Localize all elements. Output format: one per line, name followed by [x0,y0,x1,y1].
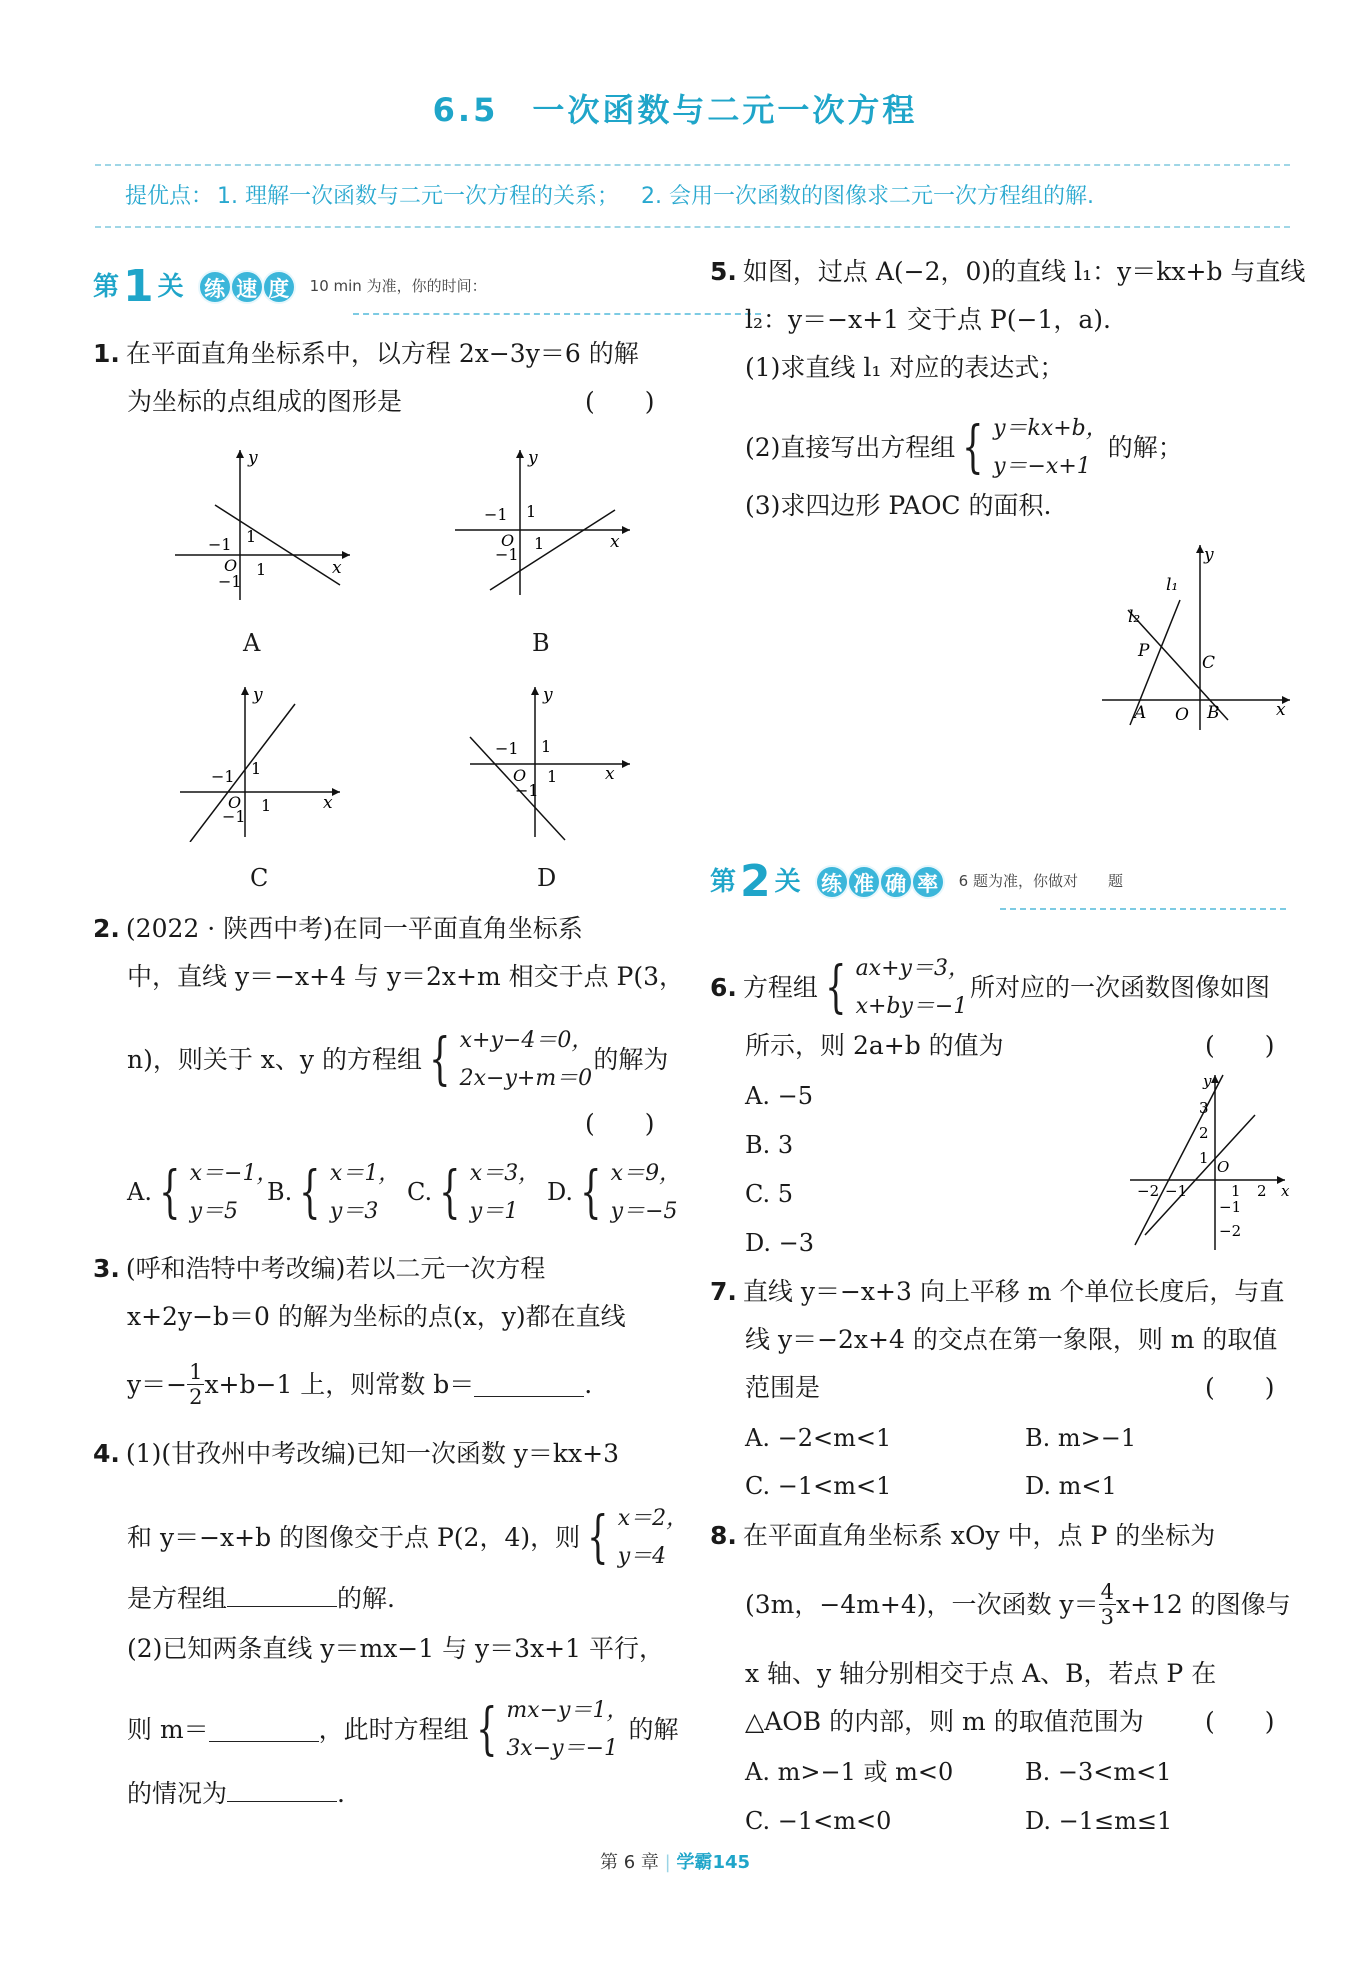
question-3: 3. (呼和浩特中考改编)若以二元一次方程 [93,1254,546,1283]
graph-caption: C [250,864,269,892]
equation-system: { x＝2， y＝4 [587,1505,689,1570]
svg-text:−1: −1 [218,572,242,591]
svg-text:O: O [224,556,238,575]
graph-caption: D [537,864,557,892]
svg-text:1: 1 [526,502,537,521]
svg-text:x: x [1281,1182,1290,1200]
svg-text:1: 1 [1199,1149,1209,1167]
svg-text:1: 1 [541,737,552,756]
svg-text:x: x [332,558,342,578]
answer-blank[interactable] [209,1718,319,1742]
svg-text:y: y [543,685,553,705]
svg-text:−1: −1 [495,739,519,758]
page-footer: 第 6 章 | 学霸145 [599,1852,751,1873]
question-2: 2. (2022 · 陕西中考)在同一平面直角坐标系 [93,914,583,943]
option-d[interactable]: D. m<1 [1025,1472,1117,1500]
svg-text:−1: −1 [1219,1198,1242,1216]
option-d[interactable]: D. −3 [745,1229,815,1257]
svg-text:x: x [610,532,620,552]
svg-text:P: P [1138,641,1150,661]
svg-text:x: x [1276,700,1286,720]
svg-text:O: O [1175,705,1189,725]
svg-text:y: y [248,448,258,468]
option-b[interactable]: B. m>−1 [1025,1424,1137,1452]
svg-text:y: y [1204,545,1214,565]
svg-text:C: C [1202,653,1216,673]
svg-text:A: A [1134,703,1147,723]
option-c[interactable]: C. −1<m<1 [745,1472,892,1500]
question-1: 1. 在平面直角坐标系中，以方程 2x−3y＝6 的解 [93,339,639,368]
stage-1-badge: 练 速 度 [198,270,294,304]
svg-text:−1: −1 [211,767,235,786]
svg-text:1: 1 [251,759,262,778]
stage-2-badge: 练 准 确 率 [815,865,943,899]
option-a[interactable]: A. −5 [745,1082,813,1110]
divider [1000,908,1286,910]
svg-text:−2: −2 [1137,1182,1160,1200]
svg-text:1: 1 [1231,1182,1241,1200]
option-a[interactable]: A. m>−1 或 m<0 [745,1758,954,1786]
svg-text:−1: −1 [484,505,508,524]
svg-text:−1: −1 [222,807,246,826]
stage-1-header: 第 1 关 练 速 度 10 min 为准，你的时间： [93,265,487,309]
svg-text:3: 3 [1199,1099,1209,1117]
question-5: 5. 如图，过点 A(−2，0)的直线 l₁：y＝kx+b 与直线 [710,257,1306,286]
answer-blank[interactable] [227,1778,337,1802]
option-c[interactable]: C. −1<m<0 [745,1807,892,1835]
question-4: 4. (1)(甘孜州中考改编)已知一次函数 y＝kx+3 [93,1439,619,1468]
svg-text:y: y [253,685,263,705]
svg-text:1: 1 [256,560,267,579]
svg-text:−1: −1 [495,545,519,564]
divider [353,313,761,315]
option-a[interactable]: A. { x＝−1， y＝5 [127,1160,279,1225]
equation-system: { x+y−4＝0， 2x−y+m＝0 [429,1027,594,1092]
graph-c [175,682,350,842]
svg-text:−2: −2 [1219,1222,1242,1240]
svg-text:x: x [323,793,333,813]
svg-text:1: 1 [261,796,272,815]
section-title: 6.5 一次函数与二元一次方程 [432,91,918,129]
svg-text:l₂: l₂ [1128,607,1141,627]
svg-text:O: O [228,793,242,812]
svg-text:l₁: l₁ [1166,575,1179,595]
svg-text:y: y [528,448,538,468]
option-d[interactable]: D. { x＝9， y＝−5 [547,1160,682,1225]
equation-system: { y＝kx+b， y＝−x+1 [962,415,1108,480]
svg-text:O: O [501,531,515,550]
question-7: 7. 直线 y＝−x+3 向上平移 m 个单位长度后，与直 [710,1277,1285,1306]
svg-text:−1: −1 [515,781,539,800]
svg-text:B: B [1207,703,1220,723]
q6-figure [1125,1070,1295,1255]
svg-text:1: 1 [547,767,558,786]
svg-text:y: y [1203,1072,1212,1090]
stage-2-header: 第 2 关 练 准 确 率 6 题为准，你做对 题 [710,860,1123,904]
svg-text:−1: −1 [1165,1182,1188,1200]
graph-b [450,445,640,605]
equation-system: { mx−y＝1， 3x−y＝−1 [475,1697,629,1762]
graph-d [465,682,640,842]
fraction: $\frac{4}{3}$ [1100,1580,1114,1629]
graph-caption: B [532,629,550,657]
svg-text:1: 1 [246,527,257,546]
graph-a [170,445,360,605]
svg-text:2: 2 [1257,1182,1267,1200]
fraction: $\frac{1}{2}$ [189,1360,203,1409]
option-b[interactable]: B. 3 [745,1131,794,1159]
question-8: 8. 在平面直角坐标系 xOy 中，点 P 的坐标为 [710,1521,1216,1550]
answer-blank[interactable] [227,1583,337,1607]
page-number: 145 [712,1852,751,1873]
option-d[interactable]: D. −1≤m≤1 [1025,1807,1173,1835]
learning-goals: 提优点： 1. 理解一次函数与二元一次方程的关系； 2. 会用一次函数的图像求二元一次方程组的解. [95,164,1290,228]
option-b[interactable]: B. { x＝1， y＝3 [267,1160,401,1225]
q5-figure [1100,540,1300,735]
equation-system: { ax+y＝3， x+by＝−1 [825,955,970,1020]
svg-text:O: O [513,766,527,785]
question-6: 6. 方程组 { ax+y＝3， x+by＝−1 所对应的一次函数图像如图 [710,950,1270,1026]
answer-blank[interactable] [474,1373,584,1397]
svg-text:2: 2 [1199,1124,1209,1142]
svg-text:x: x [605,764,615,784]
graph-caption: A [243,629,261,657]
option-c[interactable]: C. { x＝3， y＝1 [407,1160,541,1225]
svg-text:1: 1 [534,534,545,553]
svg-text:O: O [1217,1158,1230,1176]
option-b[interactable]: B. −3<m<1 [1025,1758,1172,1786]
option-a[interactable]: A. −2<m<1 [745,1424,892,1452]
svg-text:−1: −1 [208,535,232,554]
option-c[interactable]: C. 5 [745,1180,794,1208]
